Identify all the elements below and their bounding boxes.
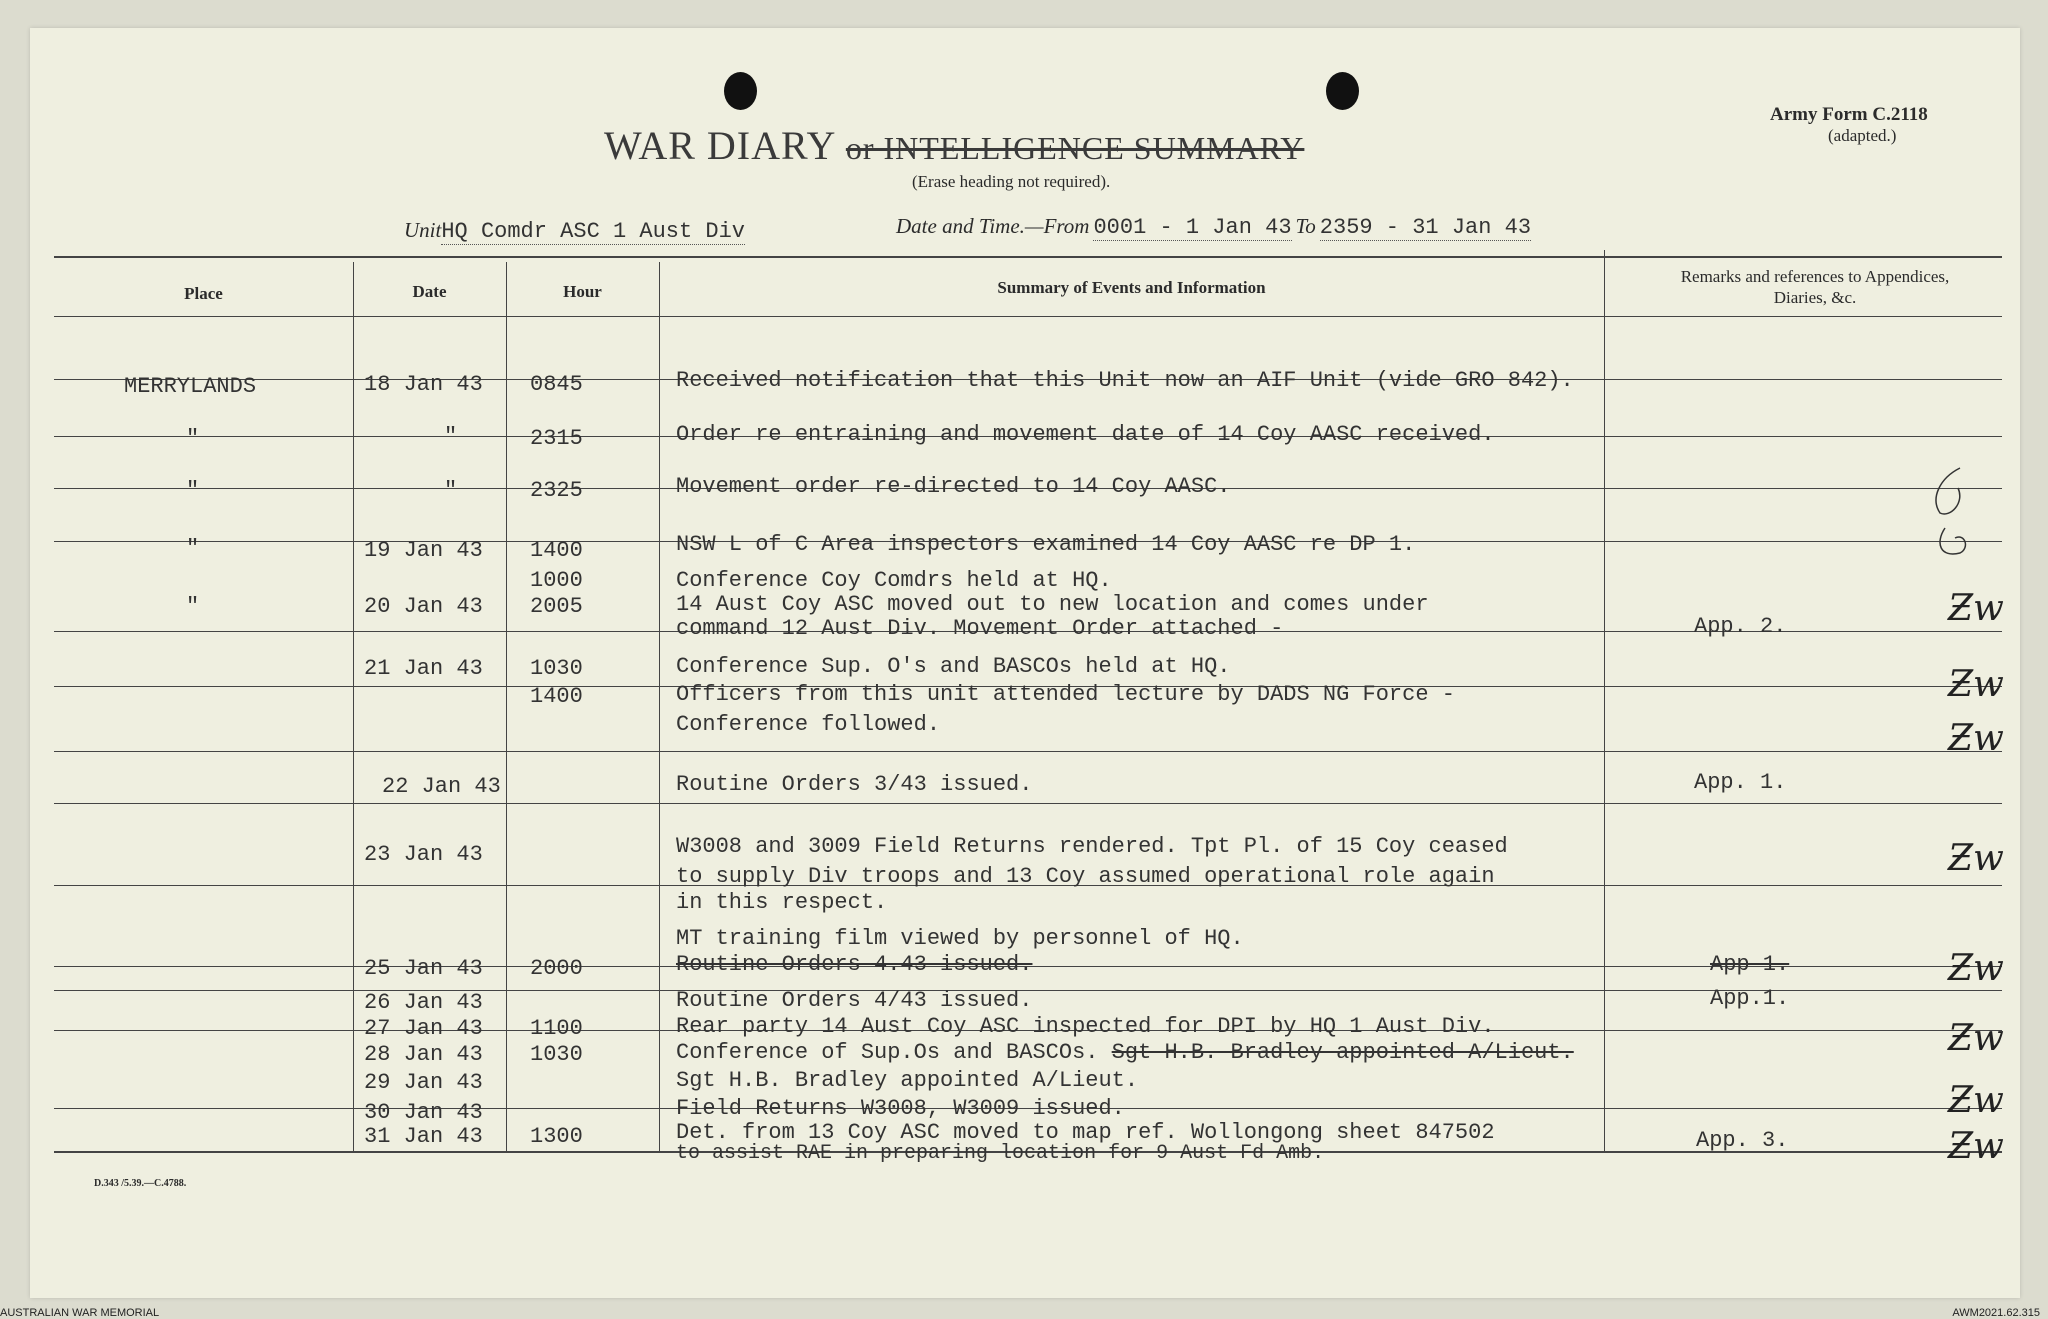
- entry-hour: 1300: [530, 1124, 583, 1149]
- entry-place-ditto: ": [186, 536, 200, 561]
- footer-archive-name: AUSTRALIAN WAR MEMORIAL: [0, 1307, 160, 1319]
- entry-date-ditto: ": [444, 424, 458, 449]
- entry-date: 22 Jan 43: [382, 774, 501, 799]
- entry-summary: Officers from this unit attended lecture by DADS NG Force -: [676, 682, 1455, 707]
- entry-place-ditto: ": [186, 426, 200, 451]
- entry-summary: 14 Aust Coy ASC moved out to new location and comes under: [676, 592, 1429, 617]
- entry-remark-struck: App 1.: [1710, 952, 1790, 977]
- entry-summary: Order re entraining and movement date of 14 Coy AASC received.: [676, 422, 1495, 447]
- entry-summary: W3008 and 3009 Field Returns rendered. Tpt Pl. of 15 Coy ceased: [676, 834, 1508, 859]
- entry-summary: to supply Div troops and 13 Coy assumed operational role again: [676, 864, 1495, 889]
- diary-title: [604, 122, 1304, 169]
- entry-date: 25 Jan 43: [364, 956, 483, 981]
- unit-line: [404, 218, 745, 244]
- handwritten-initials-icon: [1910, 458, 1990, 578]
- title-struck-intelligence-summary: or INTELLIGENCE SUMMARY: [845, 130, 1305, 166]
- entry-summary: Received notification that this Unit now an AIF Unit (vide GRO 842).: [676, 368, 1574, 393]
- entry-summary: in this respect.: [676, 890, 888, 915]
- entry-hour: 2325: [530, 478, 583, 503]
- punch-hole-right: [1326, 72, 1359, 110]
- entry-date: 20 Jan 43: [364, 594, 483, 619]
- entry-hour: 1030: [530, 1042, 583, 1067]
- entry-date-ditto: ": [444, 478, 458, 503]
- print-code: D.343 /5.39.—C.4788.: [94, 1178, 187, 1189]
- entry-summary: Conference Coy Comdrs held at HQ.: [676, 568, 1112, 593]
- signature-mark-icon: Ƶw: [1948, 1018, 2004, 1059]
- entry-place: MERRYLANDS: [124, 374, 257, 399]
- entry-summary: to assist RAE in preparing location for 9 Aust Fd Amb.: [676, 1142, 1325, 1165]
- entry-place-ditto: ": [186, 478, 200, 503]
- entry-summary: MT training film viewed by personnel of HQ.: [676, 926, 1244, 951]
- entry-date: 18 Jan 43: [364, 372, 483, 397]
- entry-remark: App. 2.: [1694, 614, 1787, 639]
- entry-date: 29 Jan 43: [364, 1070, 483, 1095]
- title-war-diary: WAR DIARY: [604, 123, 835, 168]
- entry-summary: Det. from 13 Coy ASC moved to map ref. Wollongong sheet 847502: [676, 1120, 1495, 1145]
- entry-summary-struck: Sgt H.B. Bradley appointed A/Lieut.: [1111, 1040, 1574, 1065]
- entry-summary: Routine Orders 3/43 issued.: [676, 772, 1033, 797]
- entry-remark: App. 1.: [1694, 770, 1787, 795]
- entry-date: 23 Jan 43: [364, 842, 483, 867]
- date-to-label: To: [1295, 214, 1316, 238]
- diary-page: [30, 28, 2020, 1298]
- column-header-date: Date: [412, 282, 447, 301]
- signature-mark-icon: Ƶw: [1948, 588, 2004, 629]
- entry-date: 27 Jan 43: [364, 1016, 483, 1041]
- signature-mark-icon: Ƶw: [1948, 948, 2004, 989]
- signature-mark-icon: Ƶw: [1948, 1080, 2004, 1121]
- entry-hour: 1100: [530, 1016, 583, 1041]
- date-from-label: Date and Time.—From: [896, 214, 1090, 238]
- entry-summary: Routine Orders 4/43 issued.: [676, 988, 1033, 1013]
- entry-date: 19 Jan 43: [364, 538, 483, 563]
- column-header-summary: Summary of Events and Information: [997, 278, 1266, 297]
- unit-value: HQ Comdr ASC 1 Aust Div: [441, 219, 745, 244]
- entry-hour: 2005: [530, 594, 583, 619]
- entry-hour: 1400: [530, 538, 583, 563]
- column-header-remarks: Remarks and references to Appendices, Diaries, &c.: [1680, 267, 1950, 307]
- date-from-value: 0001 - 1 Jan 43: [1093, 215, 1292, 240]
- column-header-place: Place: [184, 284, 223, 303]
- army-form-adapted: (adapted.): [1828, 126, 1897, 145]
- punch-hole-left: [724, 72, 757, 110]
- entry-hour: 2315: [530, 426, 583, 451]
- entry-summary: Sgt H.B. Bradley appointed A/Lieut.: [676, 1068, 1139, 1093]
- footer-accession-number: AWM2021.62.315: [1952, 1307, 2040, 1319]
- entry-place-ditto: ": [186, 594, 200, 619]
- signature-mark-icon: Ƶw: [1948, 664, 2004, 705]
- entry-summary: NSW L of C Area inspectors examined 14 Coy AASC re DP 1.: [676, 532, 1416, 557]
- entry-summary: Movement order re-directed to 14 Coy AASC.: [676, 474, 1231, 499]
- entry-summary: Conference Sup. O's and BASCOs held at HQ.: [676, 654, 1231, 679]
- date-time-line: [896, 214, 1531, 240]
- entry-date: 21 Jan 43: [364, 656, 483, 681]
- entry-date: 31 Jan 43: [364, 1124, 483, 1149]
- entry-remark: App.1.: [1710, 986, 1790, 1011]
- entry-date: 26 Jan 43: [364, 990, 483, 1015]
- signature-mark-icon: Ƶw: [1948, 718, 2004, 759]
- entry-summary: command 12 Aust Div. Movement Order attached -: [676, 616, 1284, 641]
- signature-mark-icon: Ƶw: [1948, 838, 2004, 879]
- entry-date: 28 Jan 43: [364, 1042, 483, 1067]
- unit-label: Unit: [404, 218, 442, 242]
- entry-summary-struck: Routine Orders 4.43 issued.: [676, 952, 1033, 977]
- date-to-value: 2359 - 31 Jan 43: [1319, 215, 1532, 240]
- entry-hour: 1000: [530, 568, 583, 593]
- entry-hour: 0845: [530, 372, 583, 397]
- entry-hour: 2000: [530, 956, 583, 981]
- signature-mark-icon: Ƶw: [1948, 1126, 2004, 1167]
- entry-summary: Conference followed.: [676, 712, 941, 737]
- entry-date: 30 Jan 43: [364, 1100, 483, 1125]
- entry-summary: Rear party 14 Aust Coy ASC inspected for DPI by HQ 1 Aust Div.: [676, 1014, 1495, 1039]
- entry-summary: Field Returns W3008, W3009 issued.: [676, 1096, 1125, 1121]
- army-form-number: Army Form C.2118: [1770, 104, 1928, 125]
- entry-summary: [676, 1040, 1574, 1065]
- entry-summary-text: Conference of Sup.Os and BASCOs.: [676, 1040, 1099, 1065]
- erase-note: (Erase heading not required).: [912, 172, 1111, 191]
- entry-hour: 1030: [530, 656, 583, 681]
- entry-hour: 1400: [530, 684, 583, 709]
- entry-remark: App. 3.: [1696, 1128, 1789, 1153]
- column-header-hour: Hour: [563, 282, 602, 301]
